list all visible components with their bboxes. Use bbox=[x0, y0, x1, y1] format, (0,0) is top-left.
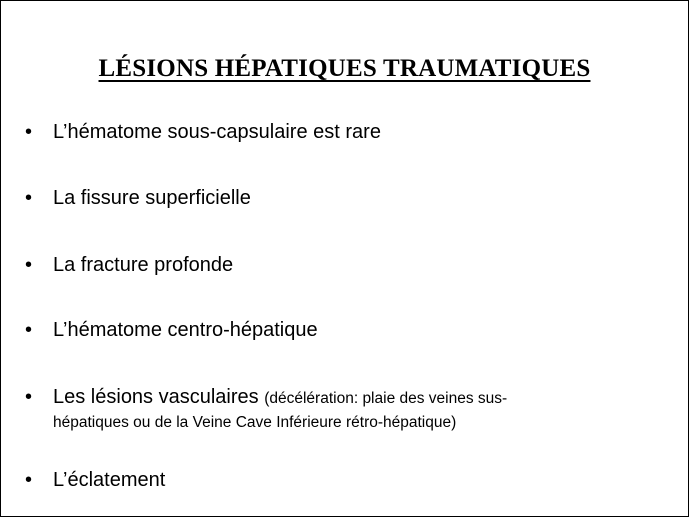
slide-title: LÉSIONS HÉPATIQUES TRAUMATIQUES bbox=[98, 55, 591, 82]
bullet-note-line-1: (décélération: plaie des veines sus- bbox=[264, 390, 508, 407]
bullet-icon: • bbox=[25, 319, 33, 341]
bullet-note-line-2: hépatiques ou de la Veine Cave Inférieure rétro-hépatique) bbox=[53, 414, 457, 431]
bullet-text: L’hématome sous-capsulaire est rare bbox=[53, 121, 381, 143]
bullet-icon: • bbox=[25, 121, 33, 143]
bullet-text: L’éclatement bbox=[53, 469, 166, 491]
bullet-icon: • bbox=[25, 386, 33, 408]
bullet-icon: • bbox=[25, 469, 33, 491]
bullet-icon: • bbox=[25, 187, 33, 209]
bullet-icon: • bbox=[25, 254, 33, 276]
bullet-text: La fissure superficielle bbox=[53, 187, 251, 209]
bullet-text: Les lésions vasculaires bbox=[53, 386, 259, 408]
bullet-text-block bbox=[53, 385, 643, 435]
bullet-text: L’hématome centro-hépatique bbox=[53, 319, 318, 341]
bullet-text: La fracture profonde bbox=[53, 254, 234, 276]
